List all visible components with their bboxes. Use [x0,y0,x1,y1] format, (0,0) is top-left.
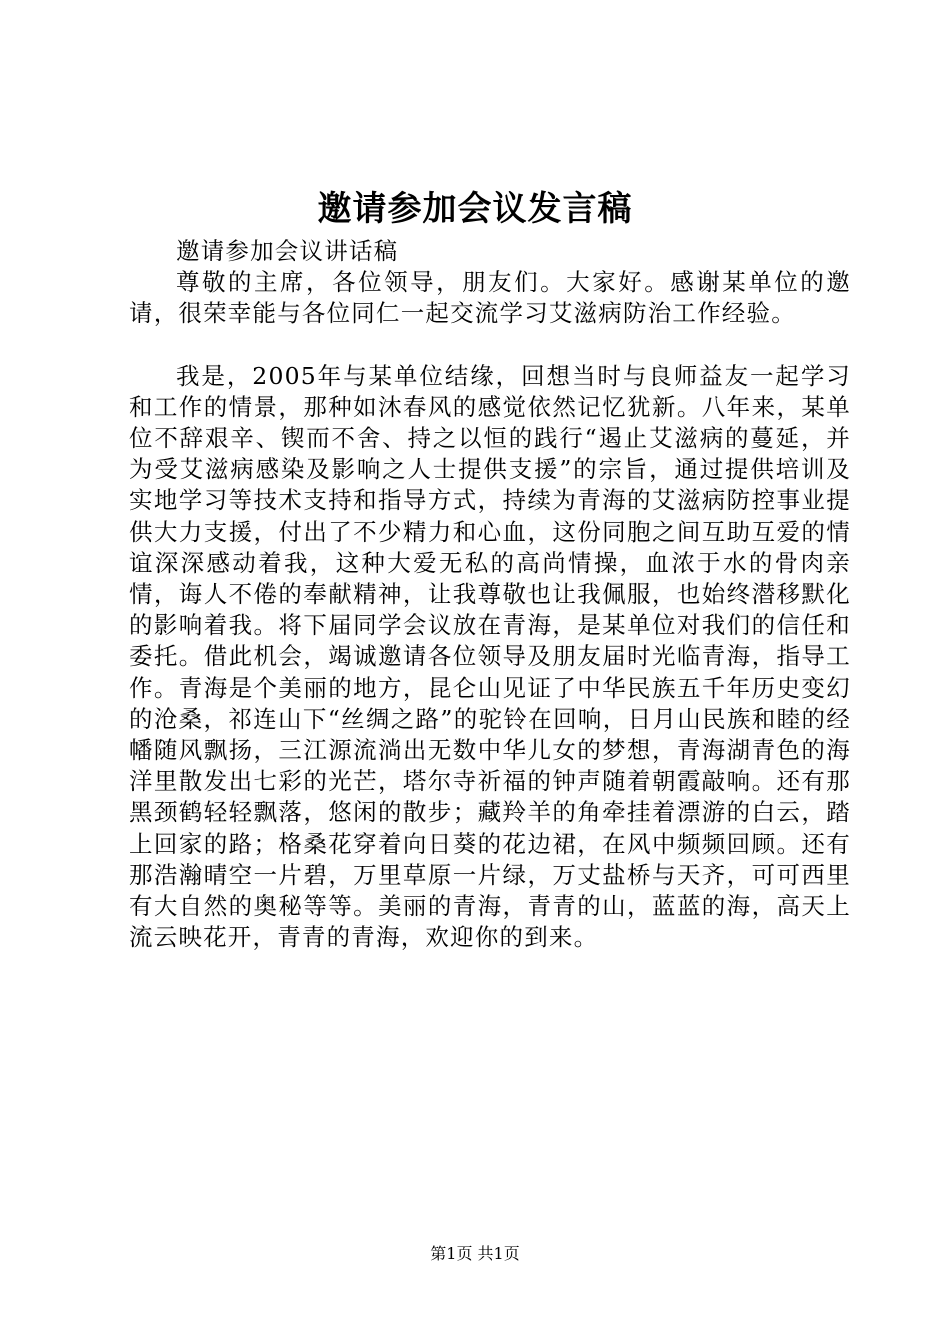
main-paragraph: 我是，2005年与某单位结缘，回想当时与良师益友一起学习和工作的情景，那种如沐春风的感觉依然记忆犹新。八年来，某单位不辞艰辛、锲而不舍、持之以恒的践行“遏止艾滋病的蔓延，并为受艾滋病感染及影响之人士提供支援”的宗旨，通过提供培训及实地学习等技术支持和指导方式，持续为青海的艾滋病防控事业提供大力支援，付出了不少精力和心血，这份同胞之间互助互爱的情谊深深感动着我，这种大爱无私的高尚情操，血浓于水的骨肉亲情，诲人不倦的奉献精神，让我尊敬也让我佩服，也始终潜移默化的影响着我。将下届同学会议放在青海，是某单位对我们的信任和委托。借此机会，竭诚邀请各位领导及朋友届时光临青海，指导工作。青海是个美丽的地方，昆仑山见证了中华民族五千年历史变幻的沧桑，祁连山下“丝绸之路”的驼铃在回响，日月山民族和睦的经幡随风飘扬，三江源流淌出无数中华儿女的梦想，青海湖青色的海洋里散发出七彩的光芒，塔尔寺祈福的钟声随着朝霞敲响。还有那黑颈鹤轻轻飘落，悠闲的散步；藏羚羊的角牵挂着漂游的白云，踏上回家的路；格桑花穿着向日葵的花边裙，在风中频频回顾。还有那浩瀚晴空一片碧，万里草原一片绿，万丈盐桥与天齐，可可西里有大自然的奥秘等等。美丽的青海，青青的山，蓝蓝的海，高天上流云映花开，青青的青海，欢迎你的到来。 [129,361,851,952]
subtitle-paragraph: 邀请参加会议讲话稿 [176,237,399,265]
document-body [129,236,851,953]
document-title: 邀请参加会议发言稿 [317,189,633,229]
greeting-paragraph: 尊敬的主席，各位领导，朋友们。大家好。感谢某单位的邀请，很荣幸能与各位同仁一起交流学习艾滋病防治工作经验。 [129,268,851,328]
page-number-footer: 第1页 共1页 [430,1244,520,1263]
